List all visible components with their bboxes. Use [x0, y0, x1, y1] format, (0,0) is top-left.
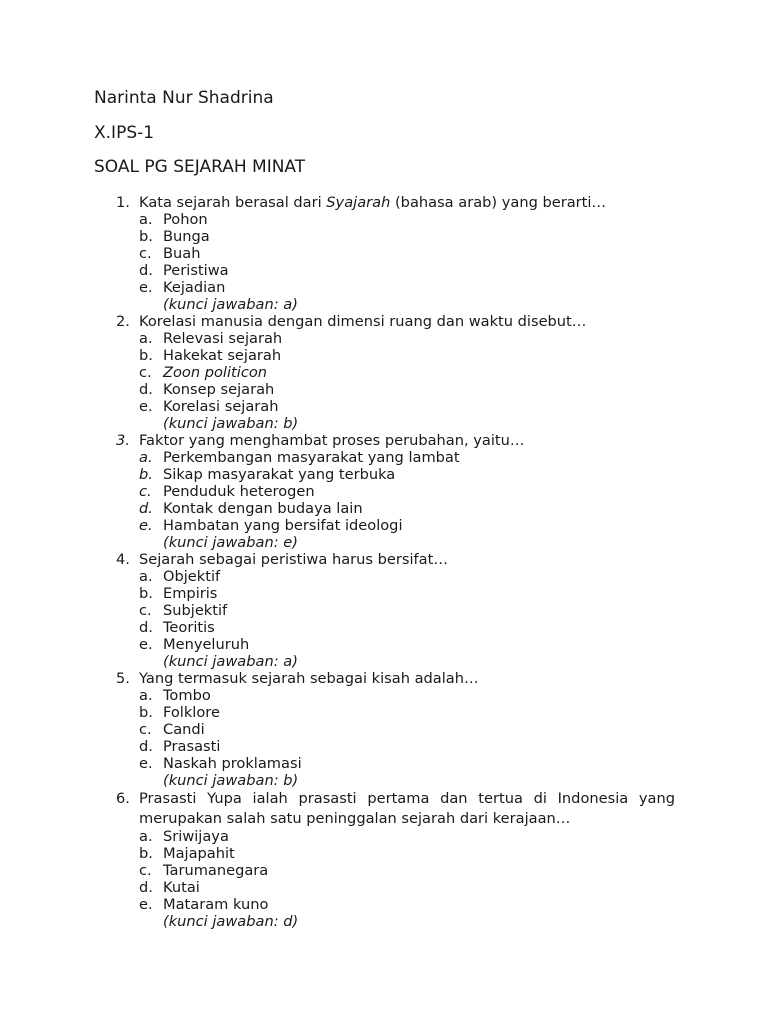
option-text: Buah [163, 245, 201, 262]
option-letter: c. [139, 721, 152, 738]
question-text: Korelasi manusia dengan dimensi ruang dan waktu disebut… [139, 313, 587, 330]
answer-key-line [0, 415, 768, 432]
option-text: Penduduk heterogen [163, 483, 315, 500]
option-text: Kutai [163, 879, 200, 896]
question-6-continued [0, 809, 768, 829]
option-item [0, 896, 768, 913]
option-text: Hambatan yang bersifat ideologi [163, 517, 403, 534]
question-number: 6. [116, 790, 130, 807]
answer-key: (kunci jawaban: a) [163, 296, 298, 313]
option-text: Candi [163, 721, 205, 738]
option-text: Kontak dengan budaya lain [163, 500, 363, 517]
answer-key: (kunci jawaban: e) [163, 534, 298, 551]
option-letter: b. [139, 704, 153, 721]
option-text: Pohon [163, 211, 208, 228]
option-text: Teoritis [163, 619, 215, 636]
option-text: Relevasi sejarah [163, 330, 283, 347]
student-name: Narinta Nur Shadrina [94, 88, 274, 108]
student-class: X.IPS-1 [94, 123, 155, 143]
question-4 [0, 551, 768, 568]
question-3 [0, 432, 768, 449]
option-item [0, 279, 768, 296]
option-letter: c. [139, 364, 152, 381]
option-text: Menyeluruh [163, 636, 250, 653]
question-text: Sejarah sebagai peristiwa harus bersifat… [139, 551, 448, 568]
option-letter: d. [139, 500, 153, 517]
option-letter: d. [139, 262, 153, 279]
question-6 [0, 789, 768, 809]
option-item [0, 828, 768, 845]
option-text: Sriwijaya [163, 828, 229, 845]
option-item [0, 364, 768, 381]
option-item [0, 721, 768, 738]
option-item [0, 738, 768, 755]
answer-key: (kunci jawaban: b) [163, 415, 299, 432]
question-text-line-2: merupakan salah satu peninggalan sejarah dari kerajaan… [139, 809, 571, 827]
option-text: Kejadian [163, 279, 226, 296]
option-item [0, 228, 768, 245]
option-text: Tarumanegara [163, 862, 269, 879]
option-item [0, 398, 768, 415]
question-text: Faktor yang menghambat proses perubahan, yaitu… [139, 432, 525, 449]
option-text: Objektif [163, 568, 221, 585]
option-text: Perkembangan masyarakat yang lambat [163, 449, 460, 466]
option-letter: e. [139, 896, 153, 913]
option-item [0, 619, 768, 636]
answer-key-line [0, 296, 768, 313]
option-item [0, 704, 768, 721]
option-letter: d. [139, 619, 153, 636]
option-letter: e. [139, 636, 153, 653]
answer-key-line [0, 913, 768, 930]
option-text: Sikap masyarakat yang terbuka [163, 466, 396, 483]
answer-key-line [0, 653, 768, 670]
question-number: 1. [116, 194, 130, 211]
option-item [0, 466, 768, 483]
option-text: Majapahit [163, 845, 235, 862]
option-item [0, 245, 768, 262]
question-text: Kata sejarah berasal dari Syajarah (bahasa arab) yang berarti… [139, 194, 607, 211]
option-item [0, 262, 768, 279]
option-letter: b. [139, 228, 153, 245]
question-text: Yang termasuk sejarah sebagai kisah adalah… [139, 670, 479, 687]
option-item [0, 449, 768, 466]
question-number: 5. [116, 670, 130, 687]
option-letter: a. [139, 568, 153, 585]
option-text: Hakekat sejarah [163, 347, 282, 364]
option-letter: d. [139, 381, 153, 398]
option-item [0, 347, 768, 364]
question-text-line-1: Prasasti Yupa ialah prasasti pertama dan tertua di Indonesia yang [139, 790, 675, 807]
option-text: Korelasi sejarah [163, 398, 279, 415]
option-text: Konsep sejarah [163, 381, 275, 398]
answer-key: (kunci jawaban: d) [163, 913, 299, 930]
option-item [0, 687, 768, 704]
option-item [0, 755, 768, 772]
option-letter: e. [139, 517, 153, 534]
answer-key-line [0, 772, 768, 789]
option-text: Peristiwa [163, 262, 229, 279]
option-item [0, 381, 768, 398]
option-text: Empiris [163, 585, 218, 602]
option-item [0, 585, 768, 602]
option-text: Prasasti [163, 738, 221, 755]
option-item [0, 500, 768, 517]
option-letter: d. [139, 879, 153, 896]
option-text: Mataram kuno [163, 896, 269, 913]
option-text: Folklore [163, 704, 220, 721]
question-5 [0, 670, 768, 687]
option-item [0, 845, 768, 862]
option-letter: c. [139, 602, 152, 619]
option-letter: e. [139, 279, 153, 296]
option-letter: a. [139, 211, 153, 228]
answer-key: (kunci jawaban: b) [163, 772, 299, 789]
option-letter: b. [139, 347, 153, 364]
option-text: Zoon politicon [163, 364, 268, 381]
option-item [0, 602, 768, 619]
option-text: Tombo [163, 687, 211, 704]
page-title: SOAL PG SEJARAH MINAT [94, 157, 306, 177]
answer-key-line [0, 534, 768, 551]
option-item [0, 862, 768, 879]
option-item [0, 483, 768, 500]
question-number: 3. [116, 432, 130, 449]
option-item [0, 330, 768, 347]
option-text: Subjektif [163, 602, 228, 619]
question-number: 4. [116, 551, 130, 568]
option-letter: c. [139, 483, 152, 500]
option-letter: c. [139, 862, 152, 879]
option-letter: e. [139, 398, 153, 415]
question-list [0, 194, 768, 930]
option-letter: b. [139, 466, 153, 483]
option-item [0, 636, 768, 653]
option-letter: a. [139, 449, 153, 466]
option-item [0, 211, 768, 228]
option-letter: a. [139, 330, 153, 347]
option-letter: d. [139, 738, 153, 755]
option-item [0, 517, 768, 534]
option-letter: a. [139, 828, 153, 845]
option-item [0, 568, 768, 585]
option-letter: e. [139, 755, 153, 772]
option-text: Bunga [163, 228, 210, 245]
option-letter: b. [139, 585, 153, 602]
question-1 [0, 194, 768, 211]
option-letter: b. [139, 845, 153, 862]
question-number: 2. [116, 313, 130, 330]
option-letter: c. [139, 245, 152, 262]
option-text: Naskah proklamasi [163, 755, 302, 772]
answer-key: (kunci jawaban: a) [163, 653, 298, 670]
question-2 [0, 313, 768, 330]
option-item [0, 879, 768, 896]
option-letter: a. [139, 687, 153, 704]
